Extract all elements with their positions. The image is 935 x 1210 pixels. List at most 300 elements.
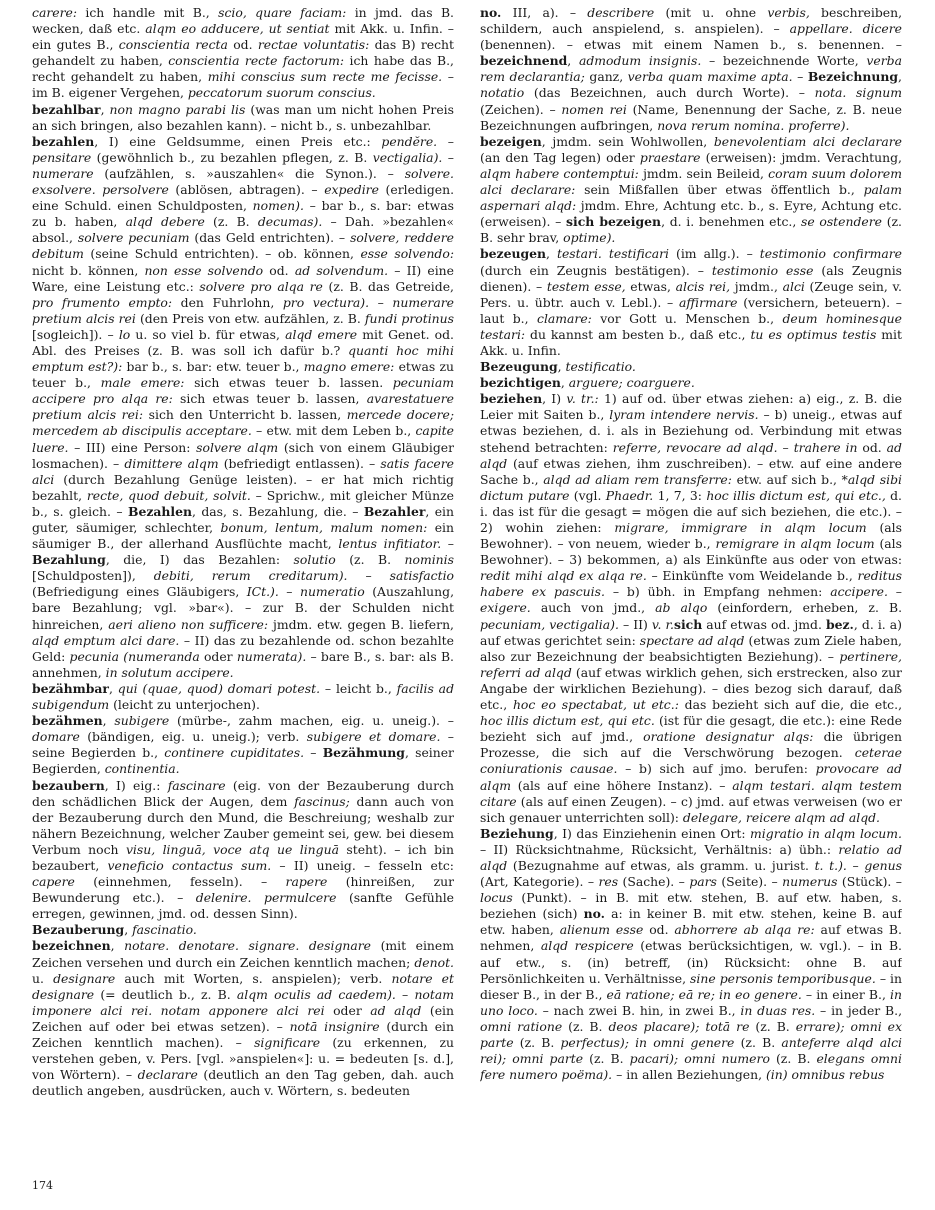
entry-text: , I) eine Geldsumme, einen Preis etc.: [94,133,382,149]
entry-text: – im B. eigener Vergehen, [32,69,454,101]
dictionary-entry [32,681,454,713]
dictionary-entry [32,922,454,938]
latin-term: numerare [32,165,94,181]
entry-text: dann auch von der Bezauberung durch den Mund, die Beschreiung; weshalb zur nähern Bezeichnung, welcher Zauber gemeint sei, gew. bei diesem Verbum noch [32,793,454,857]
headword: sich [673,616,703,632]
latin-term: peccatorum suorum conscius. [187,85,376,101]
latin-term: solvere alqm [196,439,279,455]
entry-text: , [102,713,115,729]
headword: Bezähmung [322,745,405,761]
latin-term: genus [864,857,902,873]
entry-text: – [846,857,865,873]
entry-text: – [369,294,393,310]
latin-term: testem esse, [546,278,626,294]
latin-term: pro frumento empto: [32,294,173,310]
latin-term: accipere. – exigere. [480,584,902,616]
entry-text: jmdm. Ehre, Achtung etc. b., s. Eyre, Achtung etc. (erweisen). – [480,198,902,230]
entry-text: – [304,745,323,761]
latin-term: palam aspernari alqd: [480,182,902,214]
entry-text: (erweisen): jmdm. Verachtung, [700,149,902,165]
latin-term: migrare, immigrare in alqm locum [614,520,867,535]
latin-term: lentus infitiator. [338,536,442,552]
latin-term: notā insignire [289,1018,380,1034]
headword: bezichtigen [480,375,561,391]
headword: bezeugen [480,246,547,262]
entry-text: , d. i. a) auf etwas gerichtet sein: [480,616,902,648]
latin-term: esse solvendo: [360,246,454,262]
entry-text: (im allg.). – [668,246,760,262]
latin-term: declarare [137,1067,198,1083]
entry-text: (leicht zu unterjochen). [109,697,260,713]
entry-text: – nach zwei B. hin, in zwei B., [537,1002,741,1018]
latin-term: subigere [114,713,170,729]
entry-text: (z. B. das Getreide, [322,278,454,294]
latin-term: magno emere: [303,359,395,375]
latin-term: capite luere. [32,423,454,455]
entry-text: – b) sich auf jmo. berufen: [617,761,816,777]
entry-text: – [347,568,390,584]
entry-text: (als Bewohner). – 3) bekommen, a) als Einkünfte aus oder von etwas: [480,536,902,568]
latin-term: (in) omnibus rebus [765,1067,885,1083]
entry-text: (z. B. [583,1051,630,1067]
latin-term: fundi protinus [364,310,454,326]
latin-term: fascinare [167,777,226,793]
latin-term: nova rerum nomina. proferre). [657,117,850,133]
latin-term: in solutum accipere. [105,664,234,680]
latin-term: significare [254,1035,321,1050]
entry-text: (z. B. [769,1051,817,1067]
entry-text: steht). – ich bin bezaubert, [32,841,454,873]
entry-text: jmdm., [730,278,783,294]
entry-text: (Name, Benennung der Sache, z. B. neue Bezeichnungen aufbringen, [480,101,902,133]
entry-text: (bändigen, eig. u. uneig.); verb. [79,729,307,745]
latin-term: alqm oculis ad caedem). [236,986,396,1002]
latin-term: describere [587,5,655,20]
dictionary-entry [32,102,454,134]
entry-text: oder [324,1002,371,1018]
latin-term: migratio in alqm locum. [750,825,902,841]
entry-text: (etwas berücksichtigen, w. vgl.). – in B. auf etw., s. (in) betreff, (in) Rücksicht: ohne B. auf Persönlichkeiten u. Verhältnisse, [480,938,902,986]
latin-term: praestare [639,149,701,165]
entry-text: (als Zeugnis dienen). – [480,262,902,294]
latin-term: designare [53,970,116,986]
latin-term: expedire [324,182,379,198]
dictionary-entry [32,938,454,1099]
entry-text: den Fuhrlohn, [172,294,283,310]
latin-term: capere [32,874,75,890]
latin-term: continere cupiditates. [164,745,305,761]
latin-term: optime). [563,230,616,246]
entry-text: , jmdm. sein Wohlwollen, [541,133,714,149]
entry-text: , I) eig.: [104,777,168,793]
latin-term: mihi conscius sum recte me fecisse. [207,69,443,85]
entry-text: (durch ein Zeugnis bestätigen). – [480,262,712,278]
entry-text: (Seite). – [716,874,783,890]
headword: Beziehung [480,825,554,841]
latin-term: conscientia recta [118,37,228,53]
latin-term: alienum esse [559,922,644,938]
latin-term: conscientia recte factorum: [168,53,345,69]
latin-term: pro vectura). [282,294,370,310]
latin-term: abhorrere ab alqa re: [674,922,815,938]
latin-term: numerata). [236,648,307,664]
latin-term: ad alqd [480,439,902,471]
entry-text: (als auf eine höhere Instanz). – [511,777,733,793]
latin-term: dimittere alqm [124,455,219,471]
latin-term: v. r. [651,616,674,632]
entry-text: – etw. mit dem Leben b., [251,423,416,439]
latin-term: ad alqd [370,1002,422,1018]
entry-text: III, a). – [501,5,588,20]
latin-term: solvere. exsolvere. persolvere [32,165,454,198]
entry-text: , das, s. Bezahlung, die. – [192,503,364,519]
entry-text: – leicht b., [320,680,397,696]
entry-text: jmdm. etw. gegen B. liefern, [268,616,454,632]
entry-text: – [792,69,808,85]
latin-term: coram suum dolorem alci declarare: [480,165,902,198]
latin-term: solutio [293,552,336,568]
entry-text: (Stück). – [837,874,902,890]
entry-text: mit Genet. od. Abl. des Preises (z. B. was soll ich dafür b.? [32,326,454,358]
latin-term: pecuniam, vectigalia). [480,616,619,632]
latin-term: numerus [782,874,838,890]
latin-term: alqd ad aliam rem transferre: [543,471,732,487]
entry-text: (befriedigt entlassen). – [218,455,381,471]
latin-term: ICt.). [246,584,279,600]
entry-text: auch mit Worten, s. anspielen); verb. [115,970,392,986]
latin-term: notare. denotare. signare. designare [124,938,372,954]
entry-text: jmdm. sein Beileid, [638,165,769,181]
entry-text: od. [643,922,675,938]
latin-term: qui (quae, quod) domari potest. [117,680,321,696]
latin-term: nota. signum [814,85,902,101]
latin-term: arguere; coarguere. [568,375,695,391]
dictionary-entry [480,359,902,375]
latin-term: deum hominesque testari: [480,310,902,342]
latin-term: delegare, reicere alqm ad alqd. [682,809,880,825]
entry-text: – in einer B., [801,986,891,1002]
latin-term: male emere: [100,375,185,391]
entry-text: etw. auf sich b., [731,471,842,487]
entry-text: (versichern, beteuern). – laut b., [480,294,902,326]
entry-text: (z. B. [513,1035,561,1050]
entry-text: (durch Bezahlung Genüge leisten). – er hat mich richtig bezahlt, [32,471,454,503]
dictionary-entry [480,134,902,247]
entry-text: (was man um nicht hohen Preis an sich bringen, also bezahlen kann). – nicht b., s. unbezahlbar. [32,101,454,133]
dictionary-entry [32,134,454,681]
entry-text: (auf etwas wirklich gehen, sich erstrecken, also zur Angabe der wirklichen Beziehung). – dies bezog sich darauf, daß etc., [480,664,902,713]
entry-text: , [567,53,579,69]
left-column [32,5,454,1185]
latin-term: alqm testari. alqm testem citare [480,777,902,809]
latin-term: pecunia (numeranda [69,648,200,664]
latin-term: satis facere alci [32,455,454,487]
latin-term: lo [118,326,131,342]
entry-text: – Einkünfte vom Weidelande b., [646,568,858,584]
entry-text: (den Preis von etw. aufzählen, z. B. [135,310,365,326]
latin-term: facilis ad subigendum [32,680,454,713]
entry-text: [Schuldposten]), [32,568,154,584]
entry-text: , d. i. benehmen etc., [661,214,801,230]
latin-term: in uno loco. [480,986,902,1018]
latin-term: pendĕre. [381,133,438,149]
dictionary-entry [32,778,454,923]
entry-text: (Zeichen). – [480,101,562,117]
latin-term: ad solvendum. [294,262,389,278]
latin-term: v. tr.: [566,391,599,407]
latin-term: Phaedr. [605,487,654,503]
latin-term: nomen). [252,198,304,214]
latin-term: alqm habere contemptui: [480,165,639,181]
latin-term: subigere et domare. [306,729,441,745]
entry-text: (deutlich an den Tag geben, dah. auch deutlich angeben, ausdrücken, auch v. Wörtern, s. bedeuten [32,1067,454,1099]
entry-text: , [124,922,133,938]
entry-text: (etwas zum Ziele haben, also zur Bezeichnung der beabsichtigten Beziehung). – [480,632,902,664]
latin-term: bonum, lentum, malum nomen: [220,520,428,535]
latin-term: provocare ad alqm [480,761,902,793]
entry-text: (Sache). – [618,874,690,890]
entry-text: , seiner Begierden, [32,745,454,777]
entry-text: – III) eine Person: [68,439,197,455]
headword: beziehen [480,391,543,407]
entry-text: sein Mißfallen über etwas öffentlich b., [575,182,864,198]
entry-text: (das Bezeichnen, auch durch Worte). – [524,85,815,101]
entry-text: das bezieht sich auf die, die etc., [678,697,902,713]
entry-text: – Dah. »bezahlen« absol., [32,214,454,246]
headword: bezähmbar [32,680,109,696]
entry-text: – II) [618,616,652,632]
latin-term: errare); omni ex parte [480,1018,902,1050]
latin-term: t. t.). [814,857,847,873]
latin-term: admodum insignis. [578,53,702,69]
latin-term: hoc illis dictum est, qui etc., [706,487,886,503]
entry-text: , [546,246,557,262]
entry-text: , I) das Einziehenin einen Ort: [553,825,751,841]
latin-term: debiti, rerum creditarum). [153,568,348,584]
latin-term: avarestatuere pretium alcis rei: [32,391,454,423]
latin-term: verba rem declarantia; [480,53,902,85]
entry-text: – bare B., s. bar: als B. annehmen, [32,648,454,680]
latin-term: domare [32,729,80,745]
latin-term: delenire. permulcere [195,890,337,906]
dictionary-entry [480,5,902,134]
latin-term: alqd respicere [540,938,634,954]
latin-term: aeri alieno non sufficere: [108,616,269,632]
entry-text: [sogleich]). – [32,326,119,342]
entry-text: (gewöhnlich b., zu bezahlen pflegen, z. B. [91,149,373,165]
entry-text: – bezeichnende Worte, [701,53,867,69]
latin-term: reditus habere ex pascuis. [480,568,902,600]
latin-term: res [598,874,619,890]
entry-text: (Zeuge sein, v. Pers. u. übtr. auch v. Lebl.). – [480,278,902,310]
latin-term: testimonio esse [711,262,814,278]
latin-term: alqd debere [125,214,205,230]
entry-text: (erledigen. eine Schuld. einen Schuldposten, [32,182,454,214]
entry-text: ein säumiger B., der allerhand Ausflüchte macht, [32,520,454,552]
latin-term: appellare. dicere [789,21,902,37]
dictionary-entry [480,826,902,1084]
entry-text: , ein guter, säumiger, schlechter, [32,503,454,535]
entry-text: (ein Zeichen auf oder bei etwas setzen). – [32,1002,454,1034]
entry-text: du kannst am besten b., daß etc., [525,326,751,342]
latin-term: lyram intendere nervis. [609,407,759,423]
latin-term: ab alqo [655,600,708,616]
latin-term: omni ratione [480,1018,563,1034]
latin-term: oratione designatur alqs: [643,729,814,745]
headword: Bezauberung [32,922,125,938]
entry-text: a: in keiner B. mit etw. stehen, keine B. auf etw. haben, [480,906,902,938]
latin-term: benevolentiam alci declarare [713,133,902,149]
entry-text: (Art, Kategorie). – [480,874,599,890]
latin-term: continentia. [104,761,180,777]
entry-text: (z. B. [562,1018,609,1034]
entry-text: (z. B. [335,552,405,568]
latin-term: verbis, [767,5,810,20]
latin-term: satisfactio [389,568,454,584]
headword: bez. [825,616,854,632]
entry-text: (zu erkennen, zu verstehen geben, v. Pers. [vgl. »anspielen«]: u. = bedeuten [s. d.], von Wörtern). – [32,1035,454,1083]
entry-text: , [557,359,566,375]
entry-text: (als Bewohner). – von neuem, wieder b., [480,520,902,552]
entry-text: (z. B. sehr brav, [480,214,902,246]
latin-term: tu es optimus testis [750,326,877,342]
entry-text: ich habe das B., recht gehandelt zu haben, [32,53,454,85]
entry-text: – in jeder B., [815,1002,902,1018]
entry-text: sich etwas teuer b. lassen, [172,391,367,407]
latin-term: spectare ad alqd [639,632,745,648]
entry-text: (ablösen, abtragen). – [168,182,325,198]
latin-term: clamare: [537,310,592,326]
latin-term: testimonio confirmare [759,246,902,262]
latin-term: alqm eo adducere, ut sentiat [145,21,330,37]
entry-text: , I) [542,391,567,407]
latin-term: denot. [414,954,454,970]
entry-text: – [278,584,300,600]
entry-text: , [560,375,569,391]
latin-term: alqd emptum alci dare. [32,632,180,648]
latin-term: verba quam maxime apta. [627,69,793,85]
latin-term: non esse solvendo [144,262,264,278]
entry-text: (z. B. [204,214,258,230]
entry-text: (mürbe-, zahm machen, eig. u. uneig.). – [169,713,454,729]
entry-text: mit Akk. u. Infin. [480,326,902,358]
entry-text: – II) eine Ware, eine Leistung etc.: [32,262,454,294]
latin-term: testari. testificari [557,246,669,262]
latin-term: pars [689,874,717,890]
latin-term: vectigalia). [372,149,443,165]
latin-term: relatio ad alqd [480,841,902,873]
dictionary-entry [480,375,902,391]
latin-term: ceterae coniurationis causae. [480,745,902,777]
headword: bezeichnen [32,938,111,954]
entry-text: (seine Schuld entrichten). – ob. können, [83,246,361,262]
latin-term: pecuniam accipere pro alqa re: [32,375,454,407]
entry-text: – bar b., s. bar: etwas zu b. haben, [32,198,454,230]
entry-text: die übrigen Prozesse, die sich auf die Verschwörung bezogen. [480,729,902,761]
entry-text: nicht b. können, [32,262,145,278]
entry-text: (auf etwas ziehen, ihm zuschreiben). – etw. auf eine andere Sache b., [480,455,902,487]
latin-term: numerare pretium alcis rei [32,294,454,326]
latin-term: veneficio contactus sum. [107,857,272,873]
entry-text: 1, 7, 3: [653,487,707,503]
entry-text: u. [32,970,54,986]
entry-text: (Befriedigung eines Gläubigers, [32,584,247,600]
latin-term: pacari); omni numero [629,1051,770,1067]
entry-text: (benennen). – etwas mit einem Namen b., s. benennen. – [480,37,902,53]
latin-term: perfectus); in omni genere [560,1035,735,1050]
latin-term: nominis [404,552,454,568]
latin-term: rapere [285,874,328,890]
dictionary-entry [32,713,454,777]
latin-term: in duas res. [740,1002,816,1018]
entry-text: auf etwas od. jmd. [702,616,826,632]
entry-text: – in allen Beziehungen, [612,1067,766,1083]
entry-text: ich handle mit B., [77,5,219,20]
entry-text: (z. B. [734,1035,782,1050]
entry-text: od. [263,262,295,278]
entry-text: – seine Begierden b., [32,729,454,761]
latin-term: non magno parabi lis [109,101,246,117]
latin-term: rectae voluntatis: [257,37,370,53]
headword: bezaubern [32,777,105,793]
latin-term: affirmare [679,294,738,310]
entry-text: – Sprichw., mit gleicher Münze b., s. gleich. – [32,487,454,519]
dictionary-entry [32,5,454,102]
headword: Bezeugung [480,359,558,375]
entry-text: (hinreißen, zur Bewunderung etc.). – [32,874,454,906]
latin-term: solvere, reddere debitum [32,230,454,262]
headword: sich bezeigen [566,214,662,230]
entry-text: (mit u. ohne [654,5,768,20]
headword: Bezahler [363,503,426,519]
latin-term: alci [782,278,805,294]
entry-text: (mit einem Zeichen versehen und durch ein Zeichen kenntlich machen; [32,938,454,970]
entry-text: das B) recht gehandelt zu haben, [32,37,454,69]
latin-term: *alqd sibi dictum putare [480,471,902,503]
entry-text: (das Geld entrichten). – [189,230,351,246]
entry-text: , [898,69,902,85]
entry-text: sich etwas teuer b. lassen. [184,375,393,391]
headword: no. [583,906,605,922]
entry-text: etwas zu teuer b., [32,359,454,391]
entry-text: – in dieser B., in der B., [480,970,902,1002]
entry-text: auf etwas B. nehmen, [480,922,902,954]
entry-text: – [395,986,415,1002]
headword: bezahlbar [32,101,101,117]
latin-term: notare et designare [32,970,454,1002]
entry-text: – II) uneig. – fesseln etc: [271,857,454,873]
headword: bezähmen [32,713,103,729]
entry-text: (= deutlich b., z. B. [94,986,237,1002]
entry-text: , [108,680,118,696]
latin-term: quanti hoc mihi emptum est?): [32,342,454,375]
latin-term: sine personis temporibusque. [690,970,876,986]
latin-term: scio, quare faciam: [218,5,347,20]
entry-text: vor Gott u. Menschen b., [591,310,783,326]
entry-text: (eig. von der Bezauberung durch den schädlichen Blick der Augen, dem [32,777,454,809]
latin-term: notatio [480,85,525,101]
headword: bezahlen [32,133,95,149]
entry-text: od. [857,439,887,455]
latin-term: hoc eo spectabat, ut etc.: [512,697,679,713]
latin-term: deos placare); totā re [608,1018,750,1034]
headword: no. [480,5,502,20]
latin-term: visu, linguā, voce atq ue linguā [125,841,339,857]
entry-text: od. [227,37,258,53]
latin-term: mercede docere; mercedem ab discipulis acceptare. [32,407,454,439]
latin-term: pertinere, referri ad alqd [480,648,902,680]
entry-text: u. so viel b. für etwas, [130,326,286,342]
